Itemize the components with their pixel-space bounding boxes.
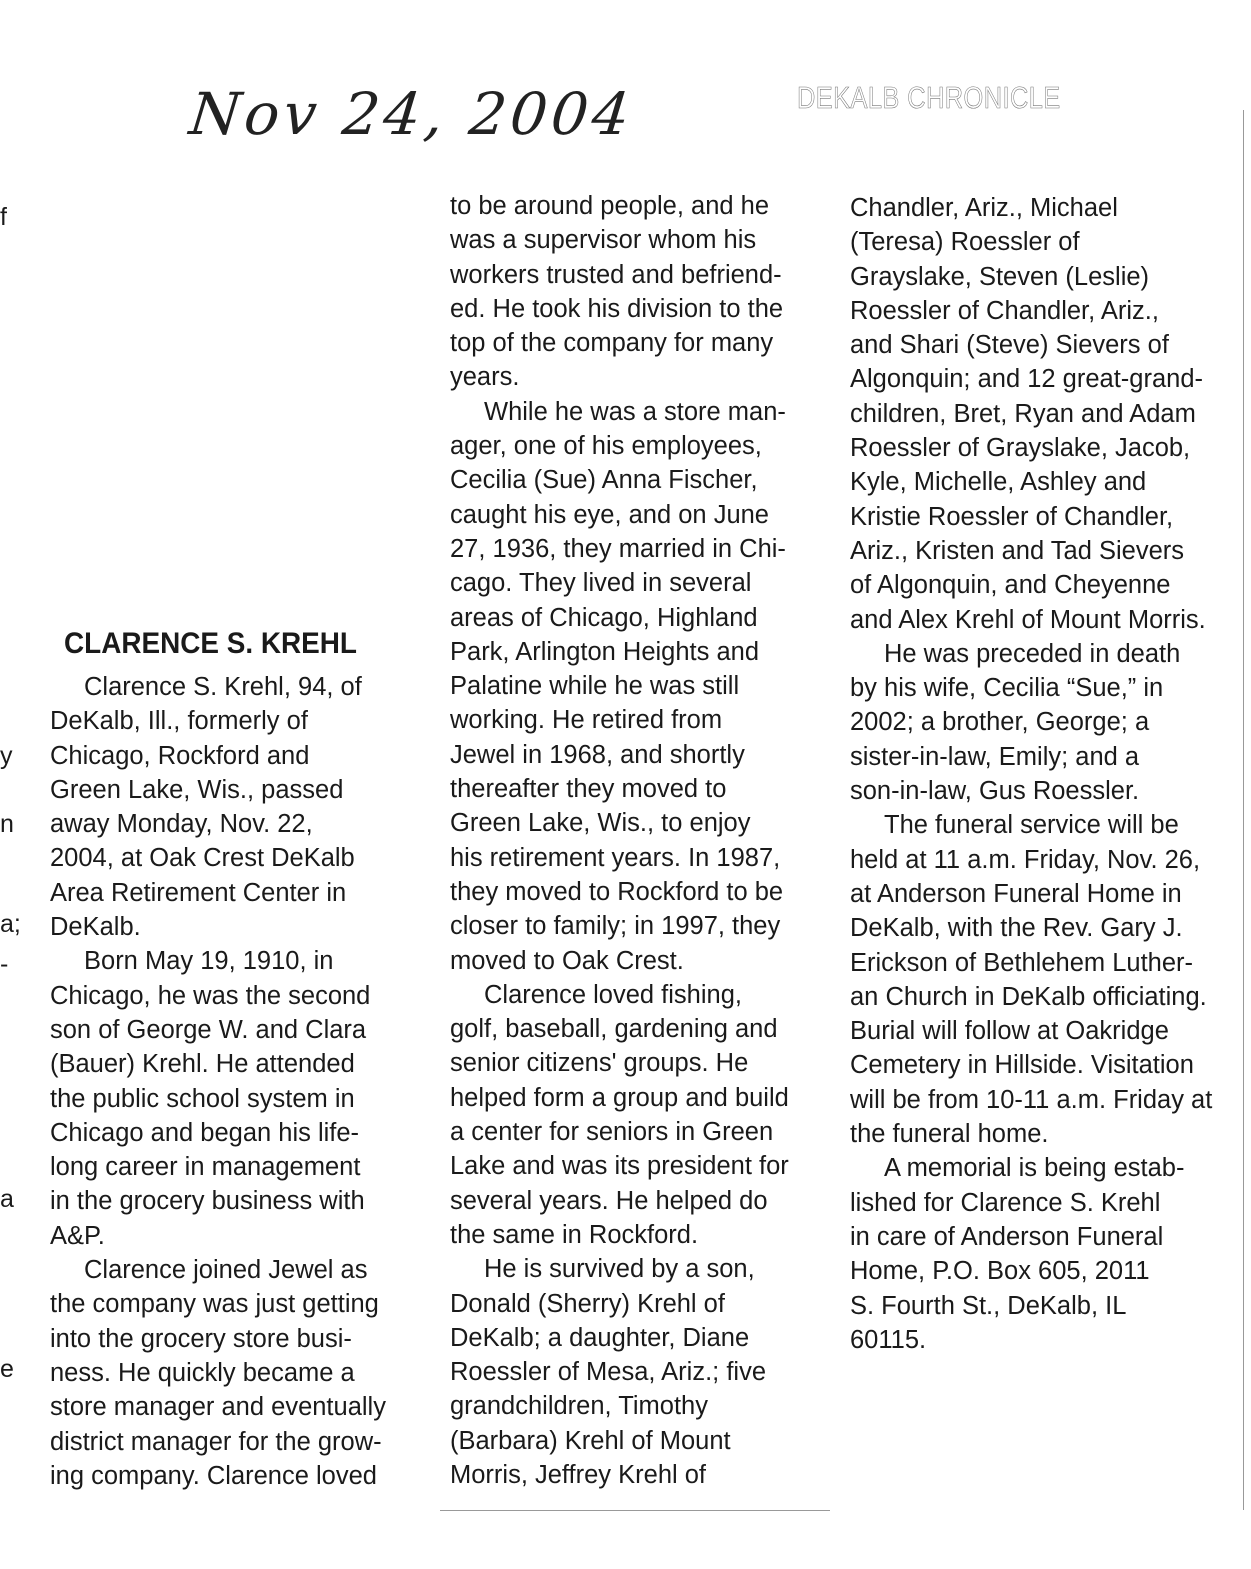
text-line: DeKalb; a daughter, Diane [450, 1323, 750, 1352]
text-line: (Teresa) Roessler of [850, 228, 1080, 257]
edge-fragment: e [0, 1355, 14, 1383]
text-line: helped form a group and build [450, 1083, 789, 1112]
text-line: Erickson of Bethlehem Luther- [850, 948, 1194, 977]
handwritten-date: Nov 24, 2004 [186, 80, 637, 148]
text-line: ness. He quickly became a [50, 1358, 355, 1387]
text-line: into the grocery store busi- [50, 1324, 352, 1353]
text-line: Roessler of Grayslake, Jacob, [850, 434, 1191, 463]
text-line: will be from 10-11 a.m. Friday at [850, 1085, 1213, 1114]
text-line: son of George W. and Clara [50, 1015, 367, 1044]
text-line: Clarence loved fishing, [484, 980, 742, 1009]
text-line: in the grocery business with [50, 1187, 365, 1216]
text-line: the funeral home. [850, 1120, 1049, 1149]
clipping-edge [1243, 110, 1244, 1510]
text-line: senior citizens' groups. He [450, 1049, 749, 1078]
edge-fragment: y [0, 742, 13, 770]
text-line: children, Bret, Ryan and Adam [850, 399, 1196, 428]
text-line: Roessler of Chandler, Ariz., [850, 296, 1159, 325]
text-line: Palatine while he was still [450, 672, 740, 701]
text-line: working. He retired from [450, 706, 723, 735]
text-line: A&P. [50, 1221, 105, 1250]
text-line: son-in-law, Gus Roessler. [850, 777, 1140, 806]
text-line: caught his eye, and on June [450, 500, 769, 529]
column-1 [50, 670, 386, 1493]
text-line: 60115. [850, 1325, 927, 1354]
edge-fragment: - [0, 950, 9, 978]
text-line: his retirement years. In 1987, [450, 843, 781, 872]
column-3 [850, 191, 1212, 1357]
text-line: long career in management [50, 1153, 361, 1182]
text-line: and Alex Krehl of Mount Morris. [850, 605, 1206, 634]
text-line: Chicago, he was the second [50, 981, 371, 1010]
obituary-headline: CLARENCE S. KREHL [64, 627, 357, 660]
text-line: years. [450, 363, 520, 392]
text-line: DeKalb, Ill., formerly of [50, 707, 308, 736]
text-line: Chicago and began his life- [50, 1118, 360, 1147]
text-line: 2002; a brother, George; a [850, 708, 1150, 737]
edge-fragment: f [0, 203, 7, 231]
text-line: Algonquin; and 12 great-grand- [850, 365, 1204, 394]
text-line: Born May 19, 1910, in [84, 947, 334, 976]
text-line: of Algonquin, and Cheyenne [850, 571, 1171, 600]
text-line: The funeral service will be [884, 811, 1179, 840]
text-line: He is survived by a son, [484, 1255, 755, 1284]
text-line: DeKalb. [50, 913, 141, 942]
text-line: at Anderson Funeral Home in [850, 879, 1182, 908]
text-line: ager, one of his employees, [450, 432, 762, 461]
text-line: Grayslake, Steven (Leslie) [850, 262, 1150, 291]
text-line: Park, Arlington Heights and [450, 637, 760, 666]
text-line: 2004, at Oak Crest DeKalb [50, 844, 355, 873]
text-line: several years. He helped do [450, 1186, 768, 1215]
text-line: 27, 1936, they married in Chi- [450, 534, 786, 563]
text-line: Cecilia (Sue) Anna Fischer, [450, 466, 758, 495]
text-line: Chandler, Ariz., Michael [850, 194, 1118, 222]
edge-fragment: n [0, 810, 14, 838]
text-line: Burial will follow at Oakridge [850, 1017, 1169, 1046]
text-line: in care of Anderson Funeral [850, 1222, 1164, 1251]
text-line: Kyle, Michelle, Ashley and [850, 468, 1147, 497]
text-line: Donald (Sherry) Krehl of [450, 1289, 725, 1318]
text-line: grandchildren, Timothy [450, 1392, 708, 1421]
text-line: they moved to Rockford to be [450, 877, 784, 906]
text-line: Clarence joined Jewel as [84, 1256, 368, 1285]
text-line: by his wife, Cecilia “Sue,” in [850, 674, 1164, 703]
masthead-stamp: DEKALB CHRONICLE [797, 80, 1061, 115]
edge-fragment: a [0, 1185, 14, 1213]
text-line: the same in Rockford. [450, 1220, 699, 1249]
text-line: DeKalb, with the Rev. Gary J. [850, 914, 1183, 943]
text-line: Kristie Roessler of Chandler, [850, 502, 1174, 531]
text-line: was a supervisor whom his [450, 226, 757, 255]
text-line: sister-in-law, Emily; and a [850, 742, 1140, 771]
text-line: cago. They lived in several [450, 569, 752, 598]
text-line: Area Retirement Center in [50, 878, 347, 907]
text-line: the company was just getting [50, 1290, 379, 1319]
text-line: to be around people, and he [450, 192, 770, 220]
text-line: ed. He took his division to the [450, 294, 784, 323]
text-line: thereafter they moved to [450, 775, 727, 804]
text-line: an Church in DeKalb officiating. [850, 982, 1207, 1011]
text-line: away Monday, Nov. 22, [50, 810, 313, 839]
text-line: While he was a store man- [484, 397, 786, 426]
text-line: lished for Clarence S. Krehl [850, 1188, 1161, 1217]
text-line: top of the company for many [450, 329, 774, 358]
text-line: Green Lake, Wis., passed [50, 775, 344, 804]
text-line: Chicago, Rockford and [50, 741, 310, 770]
text-line: closer to family; in 1997, they [450, 912, 781, 941]
text-line: golf, baseball, gardening and [450, 1015, 778, 1044]
text-line: and Shari (Steve) Sievers of [850, 331, 1169, 360]
text-line: Cemetery in Hillside. Visitation [850, 1051, 1194, 1080]
text-line: Home, P.O. Box 605, 2011 [850, 1257, 1150, 1286]
bottom-rule [440, 1510, 830, 1511]
text-line: a center for seniors in Green [450, 1118, 774, 1147]
text-line: moved to Oak Crest. [450, 946, 684, 975]
text-line: Green Lake, Wis., to enjoy [450, 809, 751, 838]
text-line: (Bauer) Krehl. He attended [50, 1050, 355, 1079]
text-line: Clarence S. Krehl, 94, of [84, 673, 362, 701]
text-line: district manager for the grow- [50, 1427, 382, 1456]
text-line: (Barbara) Krehl of Mount [450, 1426, 731, 1455]
text-line: ing company. Clarence loved [50, 1461, 377, 1490]
text-line: Jewel in 1968, and shortly [450, 740, 745, 769]
text-line: A memorial is being estab- [884, 1154, 1185, 1183]
text-line: workers trusted and befriend- [450, 260, 782, 289]
edge-fragment: a; [0, 910, 21, 938]
text-line: the public school system in [50, 1084, 355, 1113]
text-line: He was preceded in death [884, 639, 1181, 668]
text-line: held at 11 a.m. Friday, Nov. 26, [850, 845, 1201, 874]
column-2 [450, 189, 789, 1492]
text-line: Ariz., Kristen and Tad Sievers [850, 536, 1185, 565]
text-line: areas of Chicago, Highland [450, 603, 758, 632]
text-line: Roessler of Mesa, Ariz.; five [450, 1358, 767, 1387]
text-line: Lake and was its president for [450, 1152, 789, 1181]
text-line: store manager and eventually [50, 1393, 386, 1422]
text-line: Morris, Jeffrey Krehl of [450, 1460, 707, 1489]
text-line: S. Fourth St., DeKalb, IL [850, 1291, 1127, 1320]
